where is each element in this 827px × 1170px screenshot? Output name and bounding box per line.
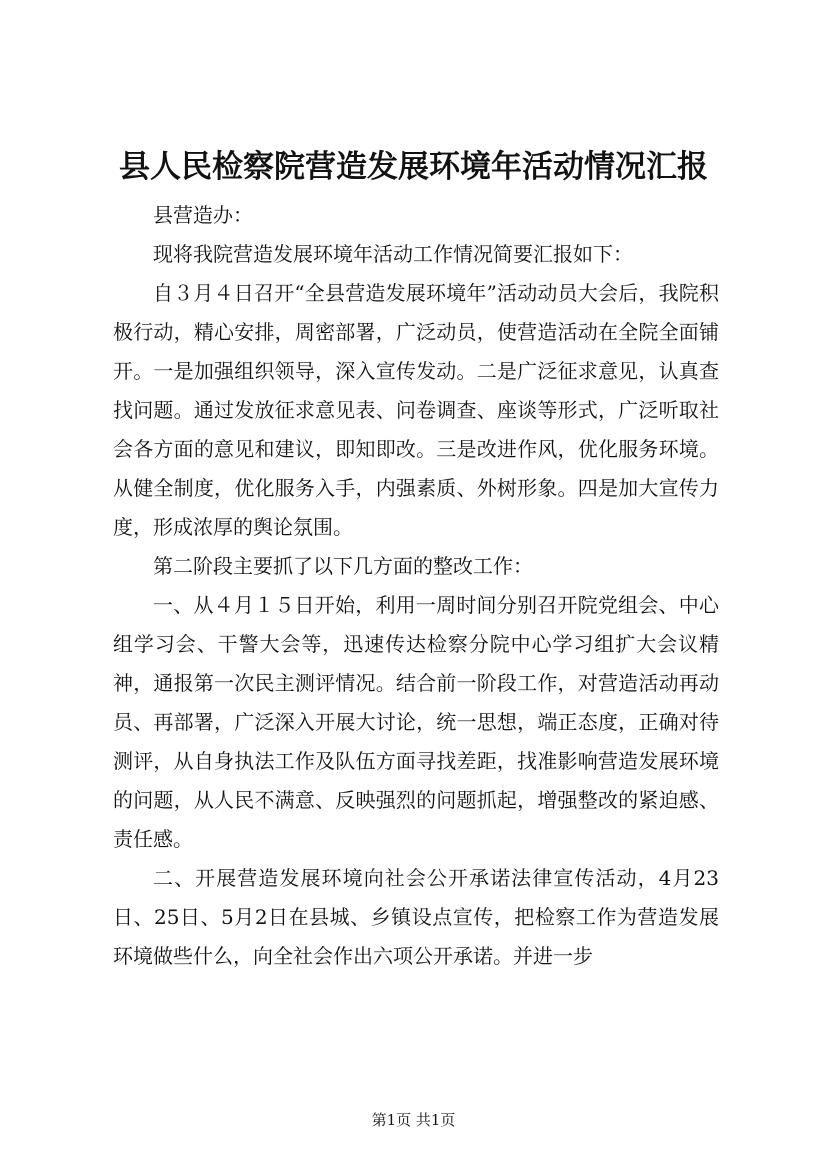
- paragraph-salutation: 县营造办：: [153, 203, 253, 227]
- paragraph-intro: 现将我院营造发展环境年活动工作情况简要汇报如下：: [153, 242, 633, 266]
- paragraph-activities: 自３月４日召开“全县营造发展环境年”活动动员大会后，我院积极行动，精心安排，周密部署，广泛动员，使营造活动在全院全面铺开。一是加强组织领导，深入宣传发动。二是广泛征求意见，认真查找问题。通过发放征求意见表、问卷调查、座谈等形式，广泛听取社会各方面的意见和建议，即知即改。三是改进作风，优化服务环境。从健全制度，优化服务入手，内强素质、外树形象。四是加大宣传力度，形成浓厚的舆论氛围。: [113, 281, 719, 539]
- paragraph-item-two: 二、开展营造发展环境向社会公开承诺法律宣传活动，4月23日、25日、5月2日在县城、乡镇设点宣传，把检察工作为营造发展环境做些什么，向全社会作出六项公开承诺。并进一步: [113, 866, 719, 968]
- document-body: [113, 196, 719, 976]
- paragraph-item-one: 一、从４月１５日开始，利用一周时间分别召开院党组会、中心组学习会、干警大会等，迅速传达检察分院中心学习组扩大会议精神，通报第一次民主测评情况。结合前一阶段工作，对营造活动再动员、再部署，广泛深入开展大讨论，统一思想，端正态度，正确对待测评，从自身执法工作及队伍方面寻找差距，找准影响营造发展环境的问题，从人民不满意、反映强烈的问题抓起，增强整改的紧迫感、责任感。: [113, 593, 719, 851]
- paragraph-second-stage: 第二阶段主要抓了以下几方面的整改工作：: [153, 554, 533, 578]
- page-footer: 第1页 共1页: [371, 1111, 456, 1129]
- document-title: 县人民检察院营造发展环境年活动情况汇报: [119, 149, 708, 185]
